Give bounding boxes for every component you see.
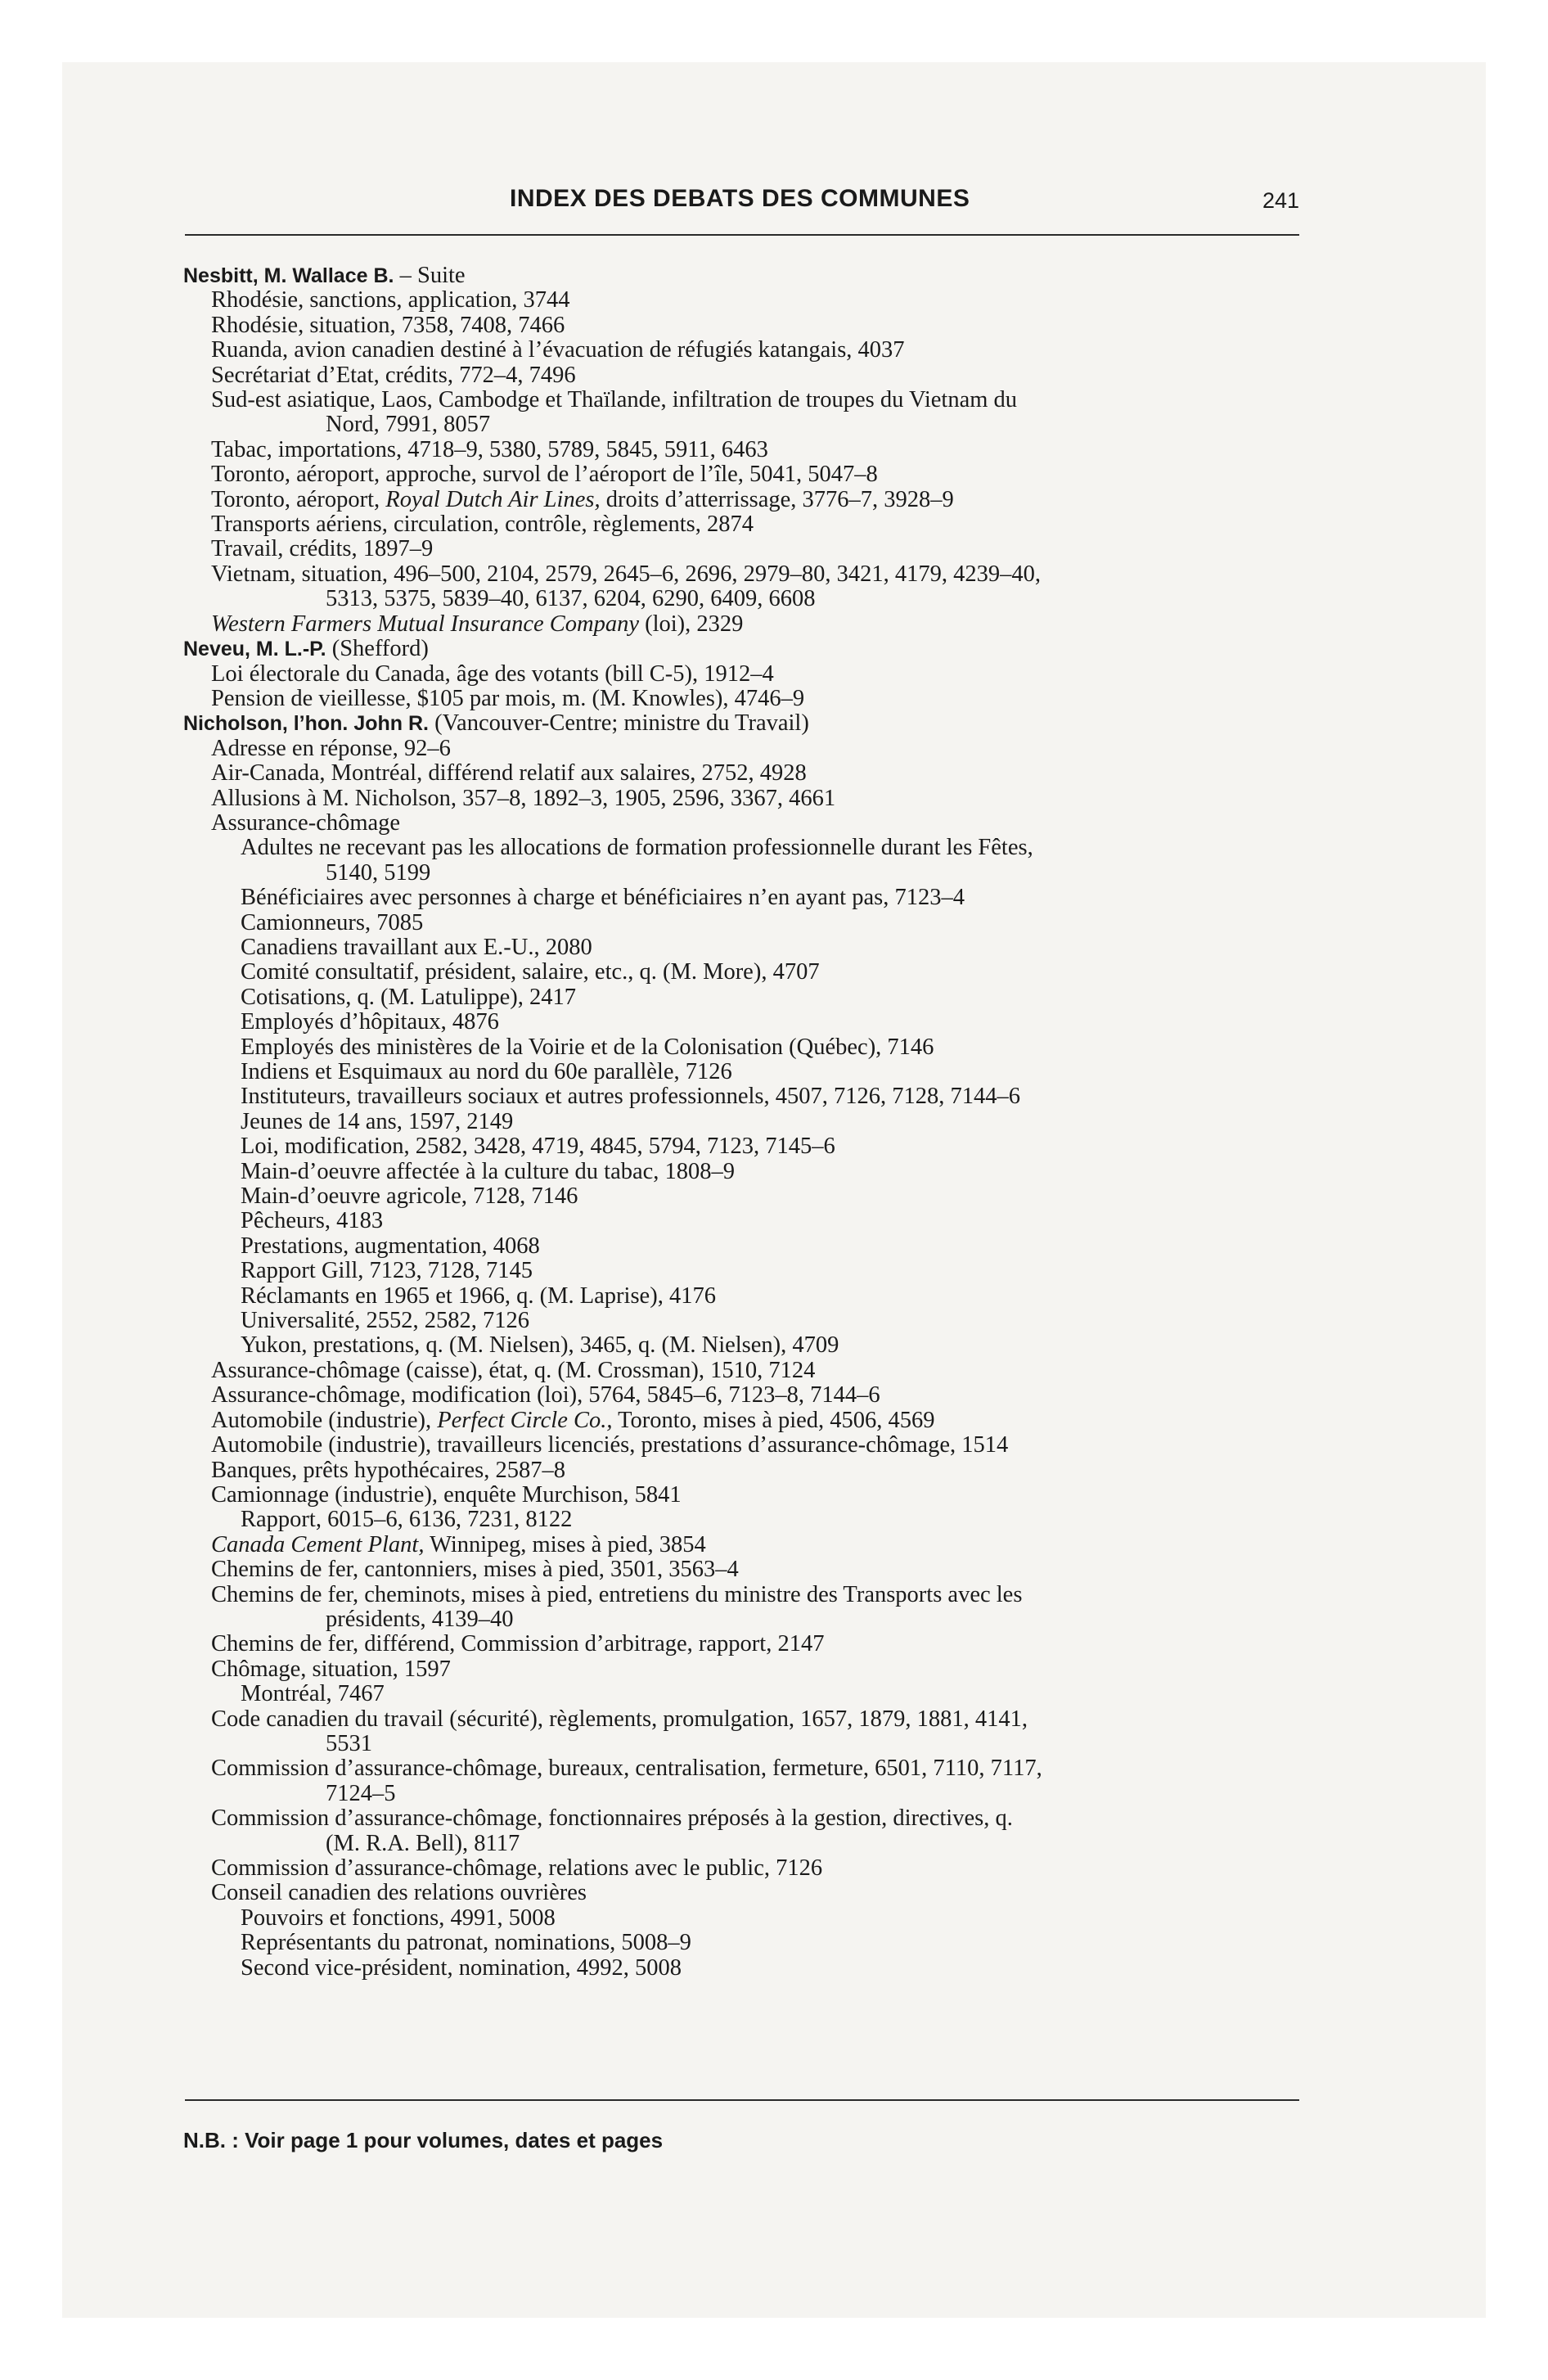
italic-text: Canada Cement Plant,: [211, 1531, 425, 1557]
entry-text: Canadiens travaillant aux E.-U., 2080: [241, 934, 592, 960]
index-entry-line: [183, 438, 1306, 462]
index-entry-line: [183, 1284, 1306, 1309]
index-entry-line: [183, 313, 1306, 338]
index-entry-line: [183, 935, 1306, 960]
index-entry-line: [183, 1483, 1306, 1508]
entry-text: Camionnage (industrie), enquête Murchison, 5841: [211, 1481, 682, 1508]
entry-text: Instituteurs, travailleurs sociaux et autres professionnels, 4507, 7126, 7128, 7144–6: [241, 1084, 1020, 1110]
entry-text: 5140, 5199: [326, 859, 431, 886]
index-entry-line: [183, 811, 1306, 836]
index-entry-line: [183, 1259, 1306, 1283]
index-entry-line: [183, 1707, 1306, 1732]
entry-text: Assurance-chômage, modification (loi), 5764, 5845–6, 7123–8, 7144–6: [211, 1382, 880, 1409]
entry-text: Commission d’assurance-chômage, relations avec le public, 7126: [211, 1855, 823, 1881]
page-number: 241: [1262, 188, 1299, 213]
entry-text: Adultes ne recevant pas les allocations de formation professionnelle durant les Fêtes,: [241, 835, 1033, 861]
index-entry-line: [183, 737, 1306, 761]
index-entry-line: [183, 1682, 1306, 1706]
entry-text: Bénéficiaires avec personnes à charge et bénéficiaires n’en ayant pas, 7123–4: [241, 885, 965, 911]
index-entry-line: [183, 761, 1306, 786]
entry-text: Chemins de fer, cheminots, mises à pied, entretiens du ministre des Transports avec les: [211, 1581, 1023, 1607]
entry-text: Prestations, augmentation, 4068: [241, 1233, 540, 1259]
index-entry-line: [183, 1583, 1306, 1607]
entry-text: Travail, crédits, 1897–9: [211, 536, 434, 562]
entry-text: Assurance-chômage: [211, 809, 401, 836]
entry-text: Loi, modification, 2582, 3428, 4719, 4845, 5794, 7123, 7145–6: [241, 1134, 835, 1160]
index-entry-line: [183, 1856, 1306, 1881]
entry-text: Assurance-chômage (caisse), état, q. (M. Crossman), 1510, 7124: [211, 1357, 816, 1383]
index-entry-line: [183, 1557, 1306, 1582]
index-entry-line: [183, 985, 1306, 1010]
header-rule: [185, 234, 1299, 236]
entry-text: Adresse en réponse, 92–6: [211, 735, 451, 761]
entry-text: Cotisations, q. (M. Latulippe), 2417: [241, 984, 577, 1010]
entry-text: Employés des ministères de la Voirie et de la Colonisation (Québec), 7146: [241, 1034, 934, 1060]
entry-text: Second vice-président, nomination, 4992, 5008: [241, 1954, 682, 1981]
index-entry-line: [183, 1409, 1306, 1433]
entry-text: Rhodésie, sanctions, application, 3744: [211, 287, 570, 313]
index-entry-line: [183, 1657, 1306, 1682]
index-entry-line: [183, 861, 1306, 886]
entry-text: Rhodésie, situation, 7358, 7408, 7466: [211, 312, 565, 338]
entry-text: Chemins de fer, différend, Commission d’arbitrage, rapport, 2147: [211, 1631, 825, 1657]
index-entry-line: [183, 1458, 1306, 1483]
index-entry-line: [183, 1881, 1306, 1905]
entry-text: Automobile (industrie), travailleurs licenciés, prestations d’assurance-chômage, 1514: [211, 1432, 1009, 1458]
italic-text: Royal Dutch Air Lines,: [385, 486, 601, 512]
entry-text: Sud-est asiatique, Laos, Cambodge et Thaïlande, infiltration de troupes du Vietnam du: [211, 387, 1018, 413]
entry-text: Banques, prêts hypothécaires, 2587–8: [211, 1457, 565, 1483]
entry-text: Toronto, aéroport, approche, survol de l’aéroport de l’île, 5041, 5047–8: [211, 462, 878, 488]
index-entry-line: [183, 1782, 1306, 1806]
member-name: Nesbitt, M. Wallace B.: [183, 264, 394, 287]
index-entry-line: [183, 1806, 1306, 1831]
index-entry-line: [183, 1110, 1306, 1134]
index-entry-line: [183, 488, 1306, 512]
entry-text: (Shefford): [326, 636, 429, 662]
index-entry-line: [183, 1433, 1306, 1458]
entry-text: Transports aériens, circulation, contrôle, règlements, 2874: [211, 512, 754, 538]
index-entry-line: [183, 587, 1306, 611]
entry-text: Rapport Gill, 7123, 7128, 7145: [241, 1258, 533, 1284]
entry-text: 7124–5: [326, 1780, 396, 1806]
entry-text: Pouvoirs et fonctions, 4991, 5008: [241, 1904, 556, 1931]
entry-text: Camionneurs, 7085: [241, 909, 424, 935]
footer-rule: [185, 2099, 1299, 2101]
entry-text: Nord, 7991, 8057: [326, 412, 491, 438]
entry-text: Universalité, 2552, 2582, 7126: [241, 1308, 530, 1334]
entry-text: Vietnam, situation, 496–500, 2104, 2579, 2645–6, 2696, 2979–80, 3421, 4179, 4239–40,: [211, 561, 1041, 587]
entry-text: Chômage, situation, 1597: [211, 1656, 451, 1682]
index-heading-name: [183, 711, 1306, 736]
entry-text: Pension de vieillesse, $105 par mois, m. (M. Knowles), 4746–9: [211, 685, 805, 711]
entry-text: Automobile (industrie),: [211, 1407, 438, 1433]
entry-text: Toronto, aéroport,: [211, 486, 386, 512]
italic-text: Perfect Circle Co.,: [437, 1407, 613, 1433]
entry-text: (Vancouver-Centre; ministre du Travail): [429, 710, 809, 737]
index-entry-line: [183, 1160, 1306, 1184]
index-entry-line: [183, 1906, 1306, 1931]
index-entry-line: [183, 1508, 1306, 1532]
index-entries: [183, 264, 1306, 1981]
entry-text: Loi électorale du Canada, âge des votants (bill C-5), 1912–4: [211, 660, 774, 687]
index-entry-line: [183, 288, 1306, 313]
index-entry-line: [183, 1607, 1306, 1632]
index-entry-line: [183, 1732, 1306, 1756]
entry-text: Main-d’oeuvre affectée à la culture du tabac, 1808–9: [241, 1158, 736, 1184]
index-entry-line: [183, 1134, 1306, 1159]
index-entry-line: [183, 1931, 1306, 1955]
index-entry-line: [183, 512, 1306, 537]
entry-text: Commission d’assurance-chômage, bureaux, centralisation, fermeture, 6501, 7110, 7117,: [211, 1756, 1042, 1782]
index-entry-line: [183, 1084, 1306, 1109]
entry-text: Conseil canadien des relations ouvrières: [211, 1880, 587, 1906]
entry-text: Chemins de fer, cantonniers, mises à pied, 3501, 3563–4: [211, 1557, 739, 1583]
entry-text: Indiens et Esquimaux au nord du 60e parallèle, 7126: [241, 1059, 732, 1084]
entry-text: 5531: [326, 1730, 372, 1756]
index-entry-line: [183, 1060, 1306, 1084]
entry-text: (M. R.A. Bell), 8117: [326, 1830, 520, 1856]
entry-text: Rapport, 6015–6, 6136, 7231, 8122: [241, 1507, 573, 1533]
index-entry-line: [183, 1184, 1306, 1209]
index-entry-line: [183, 960, 1306, 985]
entry-text: Employés d’hôpitaux, 4876: [241, 1009, 499, 1035]
entry-text: présidents, 4139–40: [326, 1606, 514, 1632]
index-entry-line: [183, 388, 1306, 412]
entry-text: Comité consultatif, président, salaire, etc., q. (M. More), 4707: [241, 959, 820, 985]
index-entry-line: [183, 537, 1306, 561]
index-entry-line: [183, 1383, 1306, 1408]
index-entry-line: [183, 1333, 1306, 1358]
entry-text: droits d’atterrissage, 3776–7, 3928–9: [600, 486, 954, 512]
index-entry-line: [183, 1359, 1306, 1383]
index-entry-line: [183, 886, 1306, 910]
entry-text: Secrétariat d’Etat, crédits, 772–4, 7496: [211, 362, 576, 388]
entry-text: Tabac, importations, 4718–9, 5380, 5789, 5845, 5911, 6463: [211, 436, 768, 462]
entry-text: – Suite: [394, 263, 466, 288]
entry-text: Code canadien du travail (sécurité), règlements, promulgation, 1657, 1879, 1881, 4141,: [211, 1706, 1028, 1732]
index-entry-line: [183, 363, 1306, 388]
index-entry-line: [183, 1035, 1306, 1060]
member-name: Neveu, M. L.-P.: [183, 638, 326, 661]
entry-text: Ruanda, avion canadien destiné à l’évacuation de réfugiés katangais, 4037: [211, 337, 905, 363]
index-entry-line: [183, 1234, 1306, 1259]
entry-text: Pêcheurs, 4183: [241, 1208, 384, 1234]
page-title: INDEX DES DEBATS DES COMMUNES: [510, 185, 970, 212]
entry-text: Toronto, mises à pied, 4506, 4569: [612, 1407, 935, 1433]
index-entry-line: [183, 1309, 1306, 1333]
entry-text: Air-Canada, Montréal, différend relatif aux salaires, 2752, 4928: [211, 760, 807, 787]
entry-text: Représentants du patronat, nominations, 5008–9: [241, 1930, 691, 1956]
index-entry-line: [183, 1209, 1306, 1233]
entry-text: Réclamants en 1965 et 1966, q. (M. Laprise), 4176: [241, 1282, 716, 1309]
entry-text: (loi), 2329: [638, 611, 744, 637]
entry-text: 5313, 5375, 5839–40, 6137, 6204, 6290, 6409, 6608: [326, 586, 816, 612]
member-name: Nicholson, l’hon. John R.: [183, 712, 429, 736]
index-entry-line: [183, 462, 1306, 487]
entry-text: Yukon, prestations, q. (M. Nielsen), 3465, q. (M. Nielsen), 4709: [241, 1332, 839, 1359]
index-entry-line: [183, 412, 1306, 437]
index-entry-line: [183, 836, 1306, 860]
index-entry-line: [183, 1956, 1306, 1981]
index-heading-name: [183, 264, 1306, 288]
page-header: [211, 185, 1299, 218]
index-entry-line: [183, 1533, 1306, 1557]
index-entry-line: [183, 1010, 1306, 1034]
italic-text: Western Farmers Mutual Insurance Company: [211, 611, 639, 637]
footer-note: N.B. : Voir page 1 pour volumes, dates et pages: [183, 2128, 664, 2152]
entry-text: Winnipeg, mises à pied, 3854: [424, 1531, 706, 1557]
index-entry-line: [183, 612, 1306, 637]
entry-text: Jeunes de 14 ans, 1597, 2149: [241, 1108, 514, 1134]
entry-text: Allusions à M. Nicholson, 357–8, 1892–3, 1905, 2596, 3367, 4661: [211, 785, 836, 811]
index-entry-line: [183, 662, 1306, 687]
index-entry-line: [183, 787, 1306, 811]
index-entry-line: [183, 338, 1306, 363]
index-entry-line: [183, 687, 1306, 711]
entry-text: Montréal, 7467: [241, 1681, 385, 1707]
index-entry-line: [183, 562, 1306, 587]
index-entry-line: [183, 1756, 1306, 1781]
index-entry-line: [183, 1632, 1306, 1657]
entry-text: Commission d’assurance-chômage, fonctionnaires préposés à la gestion, directives, q.: [211, 1805, 1013, 1832]
entry-text: Main-d’oeuvre agricole, 7128, 7146: [241, 1183, 578, 1210]
index-entry-line: [183, 911, 1306, 935]
index-entry-line: [183, 1832, 1306, 1856]
index-heading-name: [183, 637, 1306, 661]
